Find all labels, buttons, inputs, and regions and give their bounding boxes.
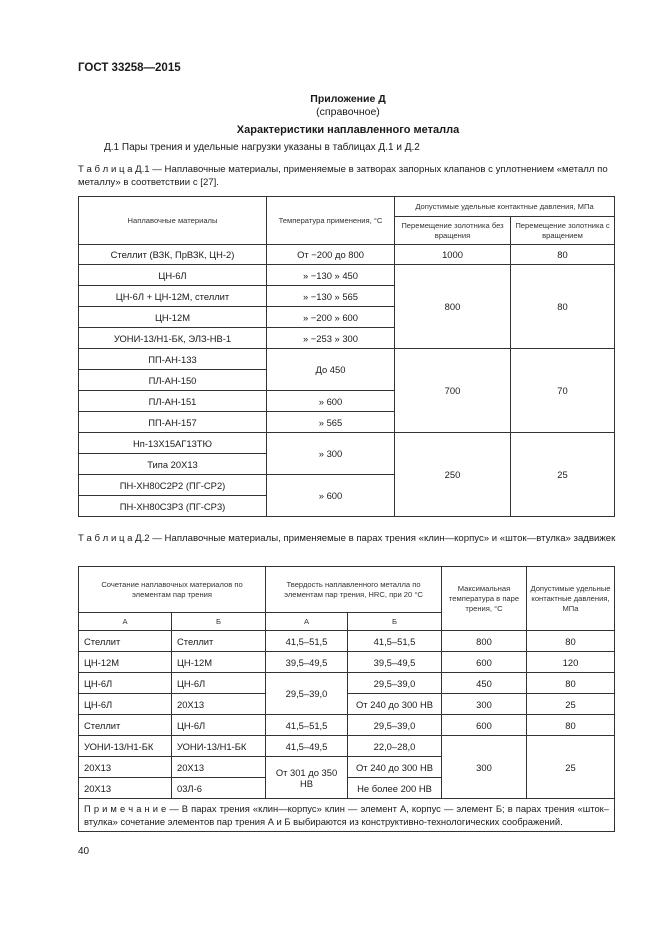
element-a-cell: ЦН-6Л [79, 673, 172, 694]
temperature-cell: » 300 [267, 433, 395, 475]
element-a-cell: 20Х13 [79, 778, 172, 799]
material-cell: ПЛ-АН-150 [79, 370, 267, 391]
hardness-b-cell: От 240 до 300 НВ [348, 694, 442, 715]
temperature-cell: До 450 [267, 349, 395, 391]
temperature-cell: » −130 » 565 [267, 286, 395, 307]
hardness-a-cell: 41,5–51,5 [266, 631, 348, 652]
section-title: Характеристики наплавленного металла [236, 124, 460, 136]
header-hardness-b: Б [348, 613, 442, 631]
table-d1 [78, 196, 615, 517]
hardness-b-cell: 22,0–28,0 [348, 736, 442, 757]
element-a-cell: Стеллит [79, 631, 172, 652]
element-a-cell: ЦН-6Л [79, 694, 172, 715]
material-cell: ПЛ-АН-151 [79, 391, 267, 412]
hardness-a-cell: 29,5–39,0 [266, 673, 348, 715]
pressure-cell: 80 [527, 631, 615, 652]
temperature-cell: » 600 [267, 391, 395, 412]
header-materials: Наплавочные материалы [79, 197, 267, 245]
temperature-cell: » −200 » 600 [267, 307, 395, 328]
max-temp-cell: 600 [442, 652, 527, 673]
material-cell: ЦН-12М [79, 307, 267, 328]
max-temp-cell: 450 [442, 673, 527, 694]
header-combination: Сочетание наплавочных материалов по элементам пар трения [79, 567, 266, 613]
element-b-cell: 20Х13 [172, 757, 266, 778]
header-max-temp: Максимальная температура в паре трения, °С [442, 567, 527, 631]
pressure-cell: 25 [527, 736, 615, 799]
temperature-cell: » 600 [267, 475, 395, 517]
header-pressure: Допустимые удельные контактные давления, МПа [395, 197, 615, 217]
element-b-cell: УОНИ-13/Н1-БК [172, 736, 266, 757]
header-hardness: Твердость наплавленного металла по элементам пар трения, HRC, при 20 °С [266, 567, 442, 613]
material-cell: ЦН-6Л + ЦН-12М, стеллит [79, 286, 267, 307]
max-temp-cell: 600 [442, 715, 527, 736]
header-with-rotation: Перемещение золотника с вращением [511, 217, 615, 245]
element-b-cell: Стеллит [172, 631, 266, 652]
element-a-cell: Стеллит [79, 715, 172, 736]
material-cell: Стеллит (ВЗК, ПрВЗК, ЦН-2) [79, 245, 267, 265]
max-temp-cell: 300 [442, 736, 527, 799]
element-b-cell: ЦН-6Л [172, 673, 266, 694]
material-cell: ПП-АН-157 [79, 412, 267, 433]
pressure-cell: 25 [527, 694, 615, 715]
appendix-subtitle: (справочное) [316, 106, 380, 118]
hardness-b-cell: 39,5–49,5 [348, 652, 442, 673]
temperature-cell: » 565 [267, 412, 395, 433]
pressure-with-rotation: 70 [511, 349, 615, 433]
document-id: ГОСТ 33258—2015 [78, 62, 181, 74]
hardness-a-cell: 39,5–49,5 [266, 652, 348, 673]
hardness-b-cell: 29,5–39,0 [348, 673, 442, 694]
max-temp-cell: 800 [442, 631, 527, 652]
table2-note: П р и м е ч а н и е — В парах трения «клин—корпус» клин — элемент А, корпус — элемент Б; в парах трения «шток–втулка» сочетание элементов пар трения А и Б выбираются из конструктивно-технологических соображений. [79, 799, 615, 832]
element-a-cell: ЦН-12М [79, 652, 172, 673]
temperature-cell: » −253 » 300 [267, 328, 395, 349]
pressure-cell: 80 [527, 673, 615, 694]
pressure-no-rotation: 700 [395, 349, 511, 433]
pressure-no-rotation: 1000 [395, 245, 511, 265]
hardness-a-cell: 41,5–51,5 [266, 715, 348, 736]
appendix-title: Приложение Д [310, 93, 386, 105]
material-cell: ПП-АН-133 [79, 349, 267, 370]
element-b-cell: 20Х13 [172, 694, 266, 715]
hardness-a-cell: 41,5–49,5 [266, 736, 348, 757]
table-d2 [78, 566, 615, 832]
table1-caption: Т а б л и ц а Д.1 — Наплавочные материалы, применяемые в затворах запорных клапанов с уплотнением «металл по металлу» в соответствии с [27]. [78, 164, 608, 188]
material-cell: ЦН-6Л [79, 265, 267, 286]
intro-paragraph: Д.1 Пары трения и удельные нагрузки указаны в таблицах Д.1 и Д.2 [104, 142, 420, 153]
material-cell: Нп-13Х15АГ13ТЮ [79, 433, 267, 454]
temperature-cell: От −200 до 800 [267, 245, 395, 265]
element-a-cell: 20Х13 [79, 757, 172, 778]
header-no-rotation: Перемещение золотника без вращения [395, 217, 511, 245]
hardness-b-cell: От 240 до 300 НВ [348, 757, 442, 778]
header-pressure: Допустимые удельные контактные давления, МПа [527, 567, 615, 631]
table2-caption: Т а б л и ц а Д.2 — Наплавочные материалы, применяемые в парах трения «клин—корпус» и «шток—втулка» задвижек [78, 533, 616, 544]
page-number: 40 [78, 846, 90, 857]
pressure-with-rotation: 80 [511, 265, 615, 349]
pressure-with-rotation: 25 [511, 433, 615, 517]
hardness-a-cell: От 301 до 350 НВ [266, 757, 348, 799]
pressure-cell: 80 [527, 715, 615, 736]
hardness-b-cell: 29,5–39,0 [348, 715, 442, 736]
element-b-cell: 03Л-6 [172, 778, 266, 799]
temperature-cell: » −130 » 450 [267, 265, 395, 286]
header-col-a: А [79, 613, 172, 631]
element-a-cell: УОНИ-13/Н1-БК [79, 736, 172, 757]
hardness-b-cell: 41,5–51,5 [348, 631, 442, 652]
header-col-b: Б [172, 613, 266, 631]
element-b-cell: ЦН-6Л [172, 715, 266, 736]
header-hardness-a: А [266, 613, 348, 631]
max-temp-cell: 300 [442, 694, 527, 715]
pressure-with-rotation: 80 [511, 245, 615, 265]
hardness-b-cell: Не более 200 НВ [348, 778, 442, 799]
material-cell: УОНИ-13/Н1-БК, ЭЛЗ-НВ-1 [79, 328, 267, 349]
pressure-no-rotation: 800 [395, 265, 511, 349]
material-cell: ПН-ХН80С3Р3 (ПГ-СР3) [79, 496, 267, 517]
element-b-cell: ЦН-12М [172, 652, 266, 673]
pressure-cell: 120 [527, 652, 615, 673]
header-temperature: Температура применения, °С [267, 197, 395, 245]
pressure-no-rotation: 250 [395, 433, 511, 517]
material-cell: ПН-ХН80С2Р2 (ПГ-СР2) [79, 475, 267, 496]
material-cell: Типа 20Х13 [79, 454, 267, 475]
